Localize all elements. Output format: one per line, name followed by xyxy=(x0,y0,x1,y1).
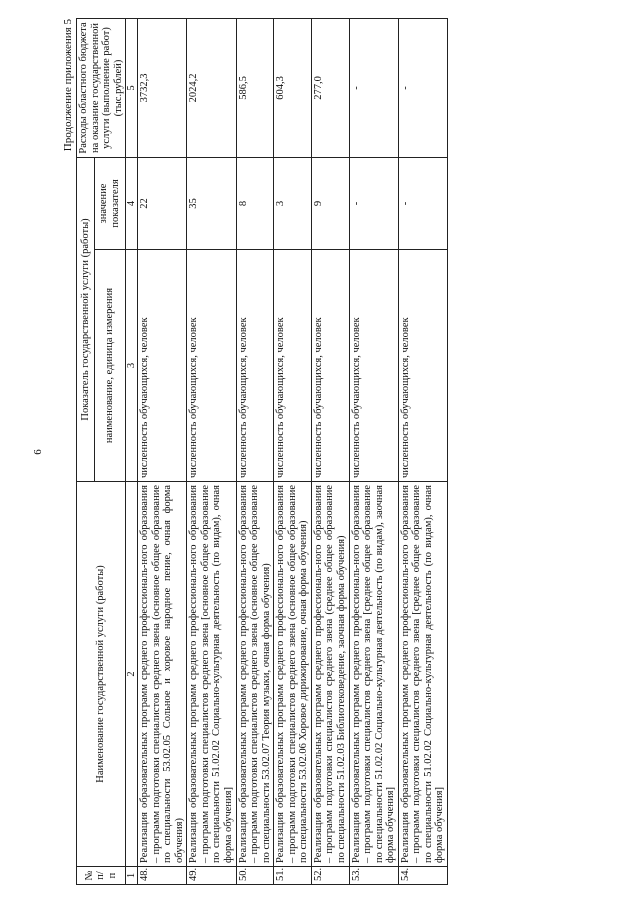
expense-value: - xyxy=(398,18,447,157)
services-table xyxy=(76,18,448,885)
header-service-name: Наименование государственной услуги (работы) xyxy=(77,482,126,867)
table-row xyxy=(187,18,236,884)
row-number: 49. xyxy=(187,867,236,885)
service-name: Реализация образовательных программ среднего профессиональ-ного образования – программ подготовки специалистов среднего звена [среднее общее образование по специальности 51.02.02 Социально-культурная деятельность (по видам), очная форма обучения] xyxy=(398,482,447,867)
indicator-value: - xyxy=(349,157,398,249)
column-number: 1 xyxy=(126,867,138,885)
row-number: 54. xyxy=(398,867,447,885)
table-row xyxy=(274,18,312,884)
indicator-name: численность обучающихся, человек xyxy=(138,250,187,482)
service-name: Реализация образовательных программ среднего профессиональ-ного образования – программ подготовки специалистов среднего звена (среднее общее образование по специальности 51.02.03 Библиотековедение, заочная форма обучения) xyxy=(311,482,349,867)
indicator-value: - xyxy=(398,157,447,249)
expense-value: 2024,2 xyxy=(187,18,236,157)
page-number: 6 xyxy=(32,449,44,455)
header-num: № п/п xyxy=(77,867,126,885)
expense-value: 3732,3 xyxy=(138,18,187,157)
expense-value: - xyxy=(349,18,398,157)
service-name: Реализация образовательных программ среднего профессиональ-ного образования – программ подготовки специалистов среднего звена (основное общее образование по специальности 53.02.05 Сольное и хоровое народное пение, очная форма обучения) xyxy=(138,482,187,867)
table-row xyxy=(236,18,274,884)
expense-value: 277,0 xyxy=(311,18,349,157)
indicator-name: численность обучающихся, человек xyxy=(398,250,447,482)
appendix-label: Продолжение приложения 5 xyxy=(62,19,74,152)
expense-value: 586,5 xyxy=(236,18,274,157)
expense-value: 604,3 xyxy=(274,18,312,157)
row-number: 52. xyxy=(311,867,349,885)
header-indicator-name: наименование, единица измерения xyxy=(94,250,126,482)
column-number: 3 xyxy=(126,250,138,482)
table-row xyxy=(311,18,349,884)
header-indicator-value: значение показателя xyxy=(94,157,126,249)
indicator-value: 3 xyxy=(274,157,312,249)
table-row xyxy=(138,18,187,884)
indicator-value: 22 xyxy=(138,157,187,249)
column-number: 2 xyxy=(126,482,138,867)
service-name: Реализация образовательных программ среднего профессиональ-ного образования – программ подготовки специалистов среднего звена [среднее общее образование по специальности 51.02.02 Социально-культурная деятельность (по видам), заочная форма обучения] xyxy=(349,482,398,867)
indicator-name: численность обучающихся, человек xyxy=(349,250,398,482)
column-number: 5 xyxy=(126,18,138,157)
indicator-name: численность обучающихся, человек xyxy=(187,250,236,482)
indicator-value: 8 xyxy=(236,157,274,249)
row-number: 48. xyxy=(138,867,187,885)
indicator-name: численность обучающихся, человек xyxy=(274,250,312,482)
row-number: 51. xyxy=(274,867,312,885)
row-number: 53. xyxy=(349,867,398,885)
column-number: 4 xyxy=(126,157,138,249)
indicator-value: 9 xyxy=(311,157,349,249)
service-name: Реализация образовательных программ среднего профессиональ-ного образования – программ подготовки специалистов среднего звена [основное общее образование по специальности 51.02.02 Социально-культурная деятельность (по видам), очная форма обучения] xyxy=(187,482,236,867)
row-number: 50. xyxy=(236,867,274,885)
indicator-name: численность обучающихся, человек xyxy=(311,250,349,482)
service-name: Реализация образовательных программ среднего профессиональ-ного образования – программ подготовки специалистов среднего звена (основное общее образование по специальности 53.02.06 Хоровое дирижирование, очная форма обучения) xyxy=(274,482,312,867)
rotated-page-content xyxy=(62,15,622,885)
header-expenses: Расходы областного бюджета на оказание государственной услуги (выполнение работ) (тыс.рублей) xyxy=(77,18,126,157)
table-row xyxy=(398,18,447,884)
header-indicator-group: Показатель государственной услуги (работы) xyxy=(77,157,95,481)
indicator-name: численность обучающихся, человек xyxy=(236,250,274,482)
column-numbers-row xyxy=(126,18,138,884)
indicator-value: 35 xyxy=(187,157,236,249)
table-row xyxy=(349,18,398,884)
service-name: Реализация образовательных программ среднего профессиональ-ного образования – программ подготовки специалистов среднего звена (основное общее образование по специальности 53.02.07 Теория музыки, очная форма обучения) xyxy=(236,482,274,867)
